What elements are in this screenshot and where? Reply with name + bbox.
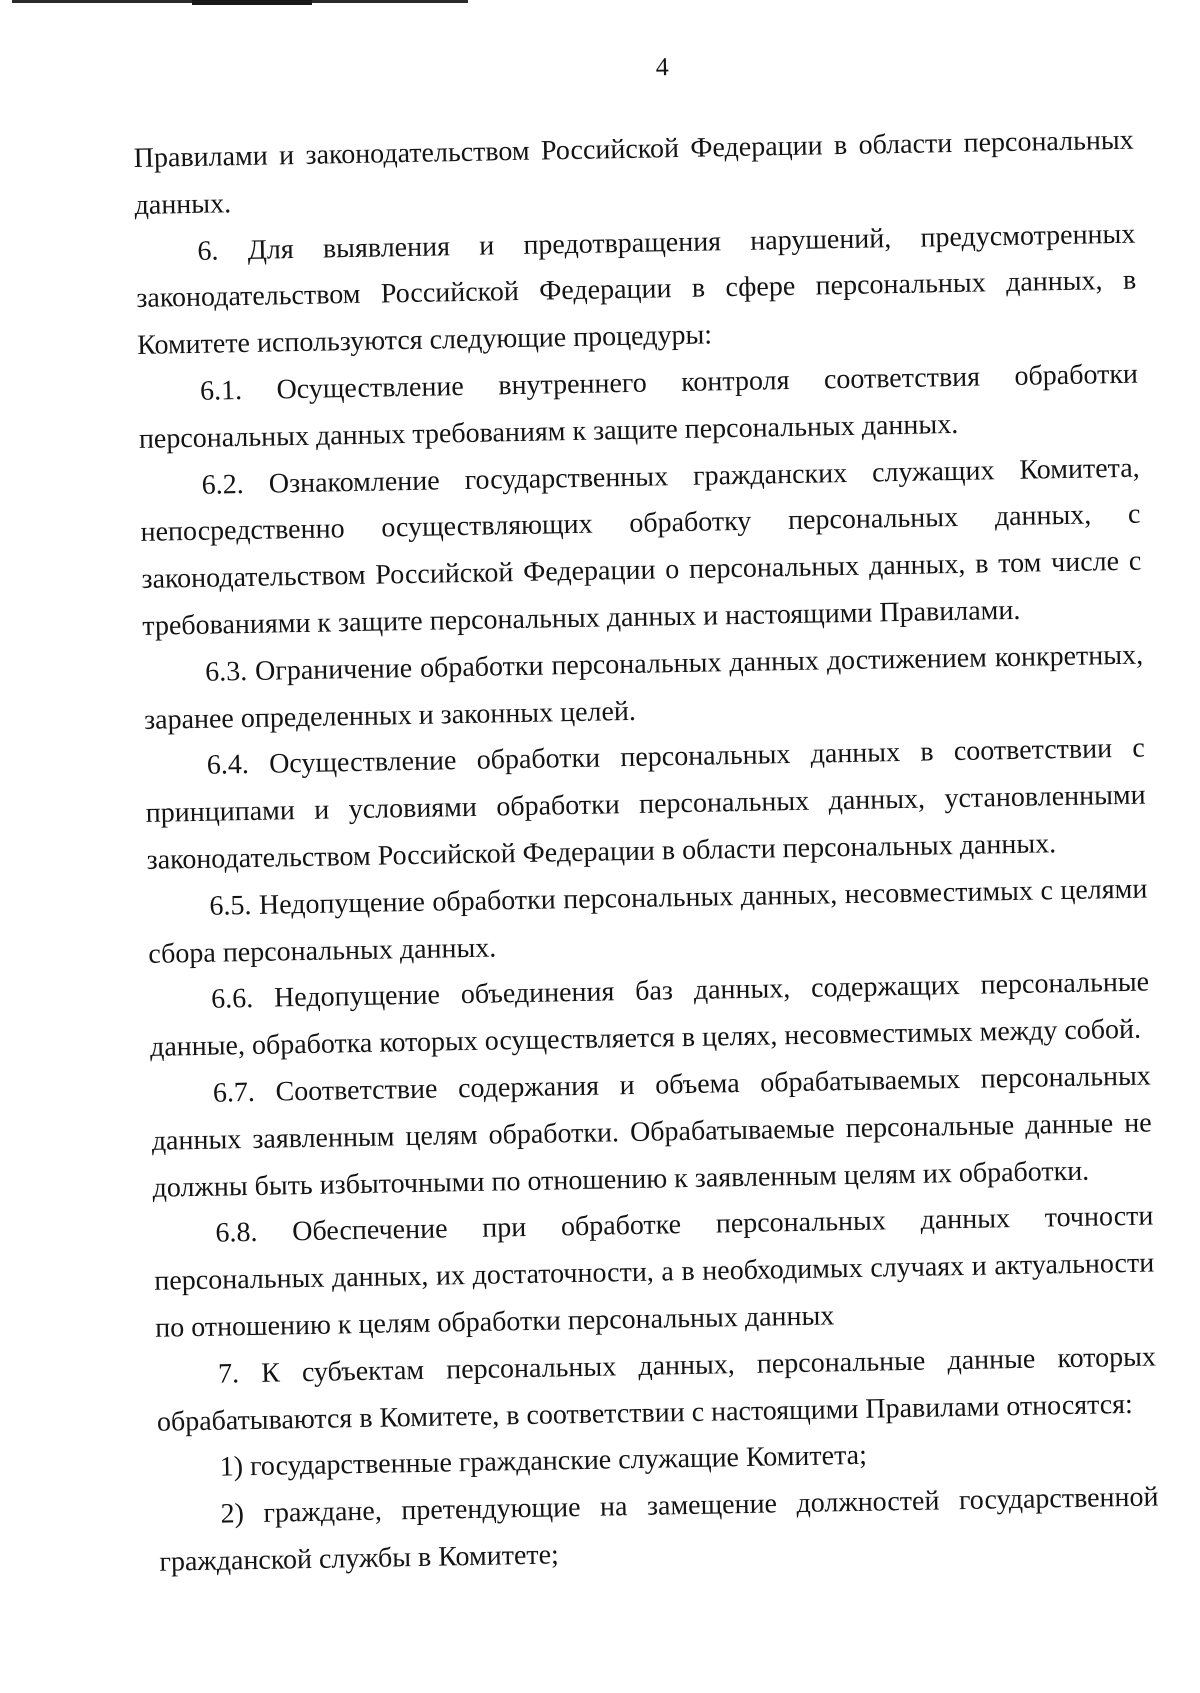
paragraph-6-3: 6.3. Ограничение обработки персональных данных достижением конкретных, заранее определенных и законных целей.	[143, 639, 1144, 736]
paragraph-6-4: 6.4. Осуществление обработки персональных данных в соответствии с принципами и условиями обработки персональных данных, установленными законодательством Российской Федерации в области персональных данных.	[145, 732, 1146, 876]
page-number: 4	[655, 52, 669, 82]
scan-edge-line	[12, 0, 468, 3]
list-item-2: 2) граждане, претендующие на замещение должностей государственной гражданской службы в Комитете;	[159, 1481, 1159, 1578]
paragraph-6-6: 6.6. Недопущение объединения баз данных, содержащих персональные данные, обработка которых осуществляется в целях, несовместимых между собой.	[149, 966, 1150, 1063]
paragraph-6: 6. Для выявления и предотвращения нарушений, предусмотренных законодательством Российской Федерации в сфере персональных данных, в Комитете используются следующие процедуры:	[136, 218, 1137, 362]
paragraph-6-1: 6.1. Осуществление внутреннего контроля соответствия обработки персональных данных требованиям к защите персональных данных.	[138, 358, 1139, 455]
list-item-1: 1) государственные гражданские служащие Комитета;	[219, 1440, 868, 1483]
paragraph-6-2: 6.2. Ознакомление государственных гражданских служащих Комитета, непосредственно осуществляющих обработку персональных данных, с законодательством Российской Федерации о персональных данных, в том числе с требованиями к защите персональных данных и настоящими Правилами.	[140, 452, 1142, 642]
paragraph-6-8: 6.8. Обеспечение при обработке персональных данных точности персональных данных, их достаточности, а в необходимых случаях и актуальности по отношению к целям обработки персональных данных	[154, 1200, 1155, 1344]
paragraph-continuation: Правилами и законодательством Российской Федерации в области персональных данных.	[133, 124, 1134, 221]
document-page	[132, 44, 1160, 1587]
paragraph-6-7: 6.7. Соответствие содержания и объема обрабатываемых персональных данных заявленным целям обработки. Обрабатываемые персональные данные не должны быть избыточными по отношению к заявленным целям их обработки.	[151, 1060, 1152, 1204]
paragraph-7: 7. К субъектам персональных данных, персональные данные которых обрабатываются в Комитете, в соответствии с настоящими Правилами относятся:	[156, 1341, 1157, 1438]
paragraph-6-5: 6.5. Недопущение обработки персональных данных, несовместимых с целями сбора персональных данных.	[148, 873, 1148, 970]
